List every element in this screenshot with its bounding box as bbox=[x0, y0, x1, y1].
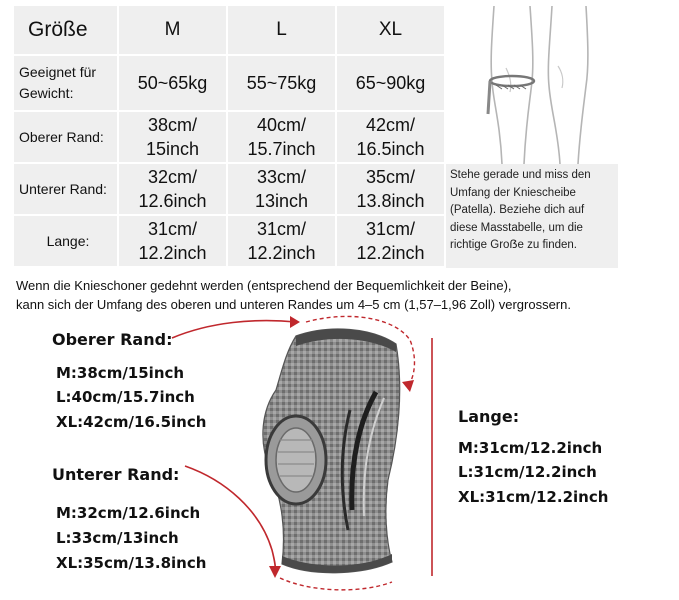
row-label-length: Lange: bbox=[14, 216, 119, 268]
cell-lower-m: 32cm/ 12.6inch bbox=[119, 164, 228, 216]
cell-upper-l: 40cm/ 15.7inch bbox=[228, 112, 337, 164]
length-xl: XL:31cm/12.2inch bbox=[458, 488, 609, 506]
length-l: L:31cm/12.2inch bbox=[458, 463, 597, 481]
upper-edge-m: M:38cm/15inch bbox=[56, 364, 185, 382]
cell-weight-m: 50~65kg bbox=[119, 56, 228, 112]
knee-brace-diagram bbox=[0, 300, 679, 600]
header-size: Größe bbox=[14, 6, 119, 56]
cell-lower-l: 33cm/ 13inch bbox=[228, 164, 337, 216]
lower-edge-xl: XL:35cm/13.8inch bbox=[56, 554, 207, 572]
lower-edge-title: Unterer Rand: bbox=[52, 465, 180, 484]
cell-lower-xl: 35cm/ 13.8inch bbox=[337, 164, 446, 216]
cell-length-l: 31cm/ 12.2inch bbox=[228, 216, 337, 268]
measure-legs-icon bbox=[446, 6, 618, 164]
row-label-lower: Unterer Rand: bbox=[14, 164, 119, 216]
upper-edge-title: Oberer Rand: bbox=[52, 330, 173, 349]
header-m: M bbox=[119, 6, 228, 56]
lower-edge-l: L:33cm/13inch bbox=[56, 529, 179, 547]
legs-illustration bbox=[446, 6, 618, 164]
upper-edge-l: L:40cm/15.7inch bbox=[56, 388, 195, 406]
cell-weight-l: 55~75kg bbox=[228, 56, 337, 112]
length-m: M:31cm/12.2inch bbox=[458, 439, 603, 457]
lower-edge-m: M:32cm/12.6inch bbox=[56, 504, 201, 522]
header-xl: XL bbox=[337, 6, 446, 56]
cell-length-xl: 31cm/ 12.2inch bbox=[337, 216, 446, 268]
upper-arrow-icon bbox=[172, 321, 296, 338]
caption-line-1: Wenn die Knieschoner gedehnt werden (entsprechend der Bequemlichkeit der Beine), bbox=[16, 278, 512, 293]
row-label-upper: Oberer Rand: bbox=[14, 112, 119, 164]
measure-note: Stehe gerade und miss den Umfang der Kniescheibe (Patella). Beziehe dich auf diese Masstabelle, um die richtige Groẞe zu finden. bbox=[446, 164, 618, 268]
size-table bbox=[14, 6, 618, 268]
cell-weight-xl: 65~90kg bbox=[337, 56, 446, 112]
cell-upper-m: 38cm/ 15inch bbox=[119, 112, 228, 164]
row-label-weight: Geeignet für Gewicht: bbox=[14, 56, 119, 112]
length-title: Lange: bbox=[458, 407, 520, 426]
cell-length-m: 31cm/ 12.2inch bbox=[119, 216, 228, 268]
upper-edge-xl: XL:42cm/16.5inch bbox=[56, 413, 207, 431]
lower-arrow-icon bbox=[185, 466, 275, 572]
cell-upper-xl: 42cm/ 16.5inch bbox=[337, 112, 446, 164]
caption-line-2: kann sich der Umfang des oberen und unteren Randes um 4–5 cm (1,57–1,96 Zoll) vergrossern. bbox=[16, 297, 571, 312]
lower-edge-dashed-icon bbox=[280, 578, 392, 590]
header-l: L bbox=[228, 6, 337, 56]
